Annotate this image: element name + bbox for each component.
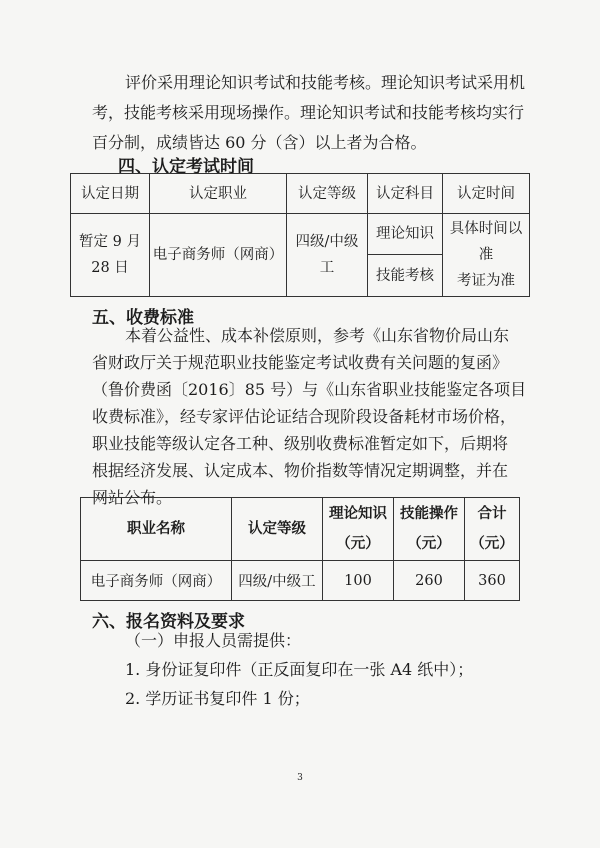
exam-subject-theory: 理论知识 (368, 214, 443, 255)
header-skill-label: 技能操作 (400, 505, 458, 522)
fee-skill-cell: 260 (394, 561, 465, 601)
fee-total-cell: 360 (465, 561, 520, 601)
intro-paragraph (92, 68, 532, 158)
intro-line-3: 百分制，成绩皆达 60 分（含）以上者为合格。 (92, 133, 427, 152)
header-skill-unit: （元） (407, 535, 451, 552)
header-occupation: 认定职业 (150, 174, 287, 214)
exam-time-line1: 具体时间以准 (449, 221, 523, 263)
exam-date-line2: 28 日 (91, 260, 129, 276)
header-theory (323, 498, 394, 561)
header-theory-label: 理论知识 (329, 505, 387, 522)
fee-line-5: 职业技能等级认定各工种、级别收费标准暂定如下，后期将 (92, 434, 509, 453)
fee-line-7: 网站公布。 (92, 488, 173, 507)
section6-heading: 六、报名资料及要求 (92, 612, 245, 632)
header-subject: 认定科目 (368, 174, 443, 214)
header-level: 认定等级 (287, 174, 368, 214)
exam-time-line2: 考证为准 (457, 273, 515, 289)
table-row (81, 561, 520, 601)
header-date: 认定日期 (71, 174, 150, 214)
fee-level-cell: 四级/中级工 (232, 561, 323, 601)
exam-level-line1: 四级/中级 (295, 234, 359, 250)
exam-occupation-cell: 电子商务师（网商） (150, 214, 287, 297)
table-row (71, 214, 530, 255)
header-occupation-name: 职业名称 (81, 498, 232, 561)
exam-schedule-table (70, 173, 530, 297)
header-time: 认定时间 (443, 174, 530, 214)
fee-paragraph (92, 322, 532, 511)
header-level: 认定等级 (232, 498, 323, 561)
header-theory-unit: （元） (336, 535, 380, 552)
page-number: 3 (297, 773, 303, 783)
exam-date-line1: 暂定 9 月 (79, 234, 141, 250)
section4-heading: 四、认定考试时间 (118, 157, 254, 177)
table-header-row (81, 498, 520, 561)
fee-theory-cell: 100 (323, 561, 394, 601)
intro-line-1: 评价采用理论知识考试和技能考核。理论知识考试采用机 (125, 73, 526, 92)
header-total (465, 498, 520, 561)
table-header-row (71, 174, 530, 214)
header-skill (394, 498, 465, 561)
fee-line-3: （鲁价费函〔2016〕85 号）与《山东省职业技能鉴定各项目 (92, 380, 527, 399)
fee-line-6: 根据经济发展、认定成本、物价指数等情况定期调整，并在 (92, 461, 509, 480)
requirements-subheading: （一）申报人员需提供： (125, 631, 302, 650)
header-total-unit: （元） (470, 535, 514, 552)
header-total-label: 合计 (477, 505, 507, 522)
section5-heading: 五、收费标准 (92, 308, 194, 328)
fee-occupation-cell: 电子商务师（网商） (81, 561, 232, 601)
exam-level-cell (287, 214, 368, 297)
exam-date-cell (71, 214, 150, 297)
intro-line-2: 考，技能考核采用现场操作。理论知识考试和技能考核均实行 (92, 103, 525, 122)
requirements-list (92, 626, 532, 713)
exam-time-cell (443, 214, 530, 297)
fee-line-1: 本着公益性、成本补偿原则，参考《山东省物价局山东 (125, 326, 510, 345)
fee-line-2: 省财政厅关于规范职业技能鉴定考试收费有关问题的复函》 (92, 353, 509, 372)
exam-level-line2: 工 (319, 260, 335, 276)
requirement-item-2: 2. 学历证书复印件 1 份； (125, 689, 310, 708)
fee-table (80, 497, 520, 601)
requirement-item-1: 1. 身份证复印件（正反面复印在一张 A4 纸中）； (125, 660, 474, 679)
exam-subject-skill: 技能考核 (368, 255, 443, 297)
fee-line-4: 收费标准》，经专家评估论证结合现阶段设备耗材市场价格， (92, 407, 517, 426)
